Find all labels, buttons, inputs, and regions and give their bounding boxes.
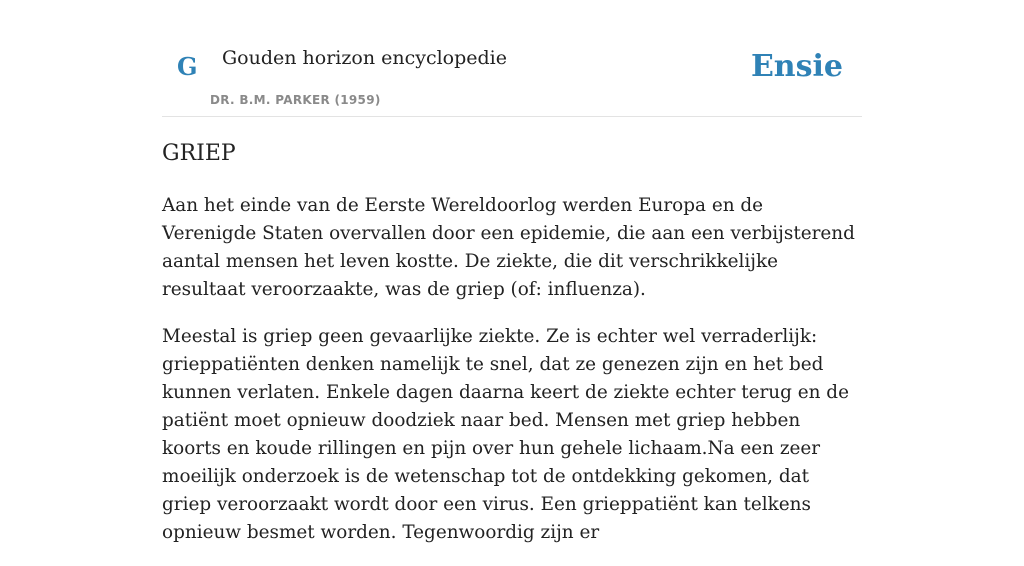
entry-paragraph: Aan het einde van de Eerste Wereldoorlog werden Europa en de Verenigde Staten overvallen door een epidemie, die aan een verbijsterend aantal mensen het leven kostte. De ziekte, die dit verschrikkelijke resultaat veroorzaakte, was de griep (of: influenza). [162, 195, 855, 300]
entry-body [162, 192, 862, 566]
source-header [162, 0, 862, 117]
source-author: DR. B.M. PARKER (1959) [210, 93, 381, 107]
ensie-logo-link[interactable]: Ensie [750, 49, 843, 84]
entry-title: GRIEP [162, 141, 236, 166]
source-title-link[interactable]: Gouden horizon encyclopedie [222, 47, 507, 69]
source-logo[interactable]: G [177, 52, 198, 81]
entry-paragraph: Meestal is griep geen gevaarlijke ziekte. Ze is echter wel verraderlijk: grieppatiënten denken namelijk te snel, dat ze genezen zijn en het bed kunnen verlaten. Enkele dagen daarna keert de ziekte echter terug en de patiënt moet opnieuw doodziek naar bed. Mensen met griep hebben koorts en koude rillingen en pijn over hun gehele lichaam.Na een zeer moeilijk onderzoek is de wetenschap tot de ontdekking gekomen, dat griep veroorzaakt wordt door een virus. Een grieppatiënt kan telkens opnieuw besmet worden. Tegenwoordig zijn er [162, 326, 849, 543]
